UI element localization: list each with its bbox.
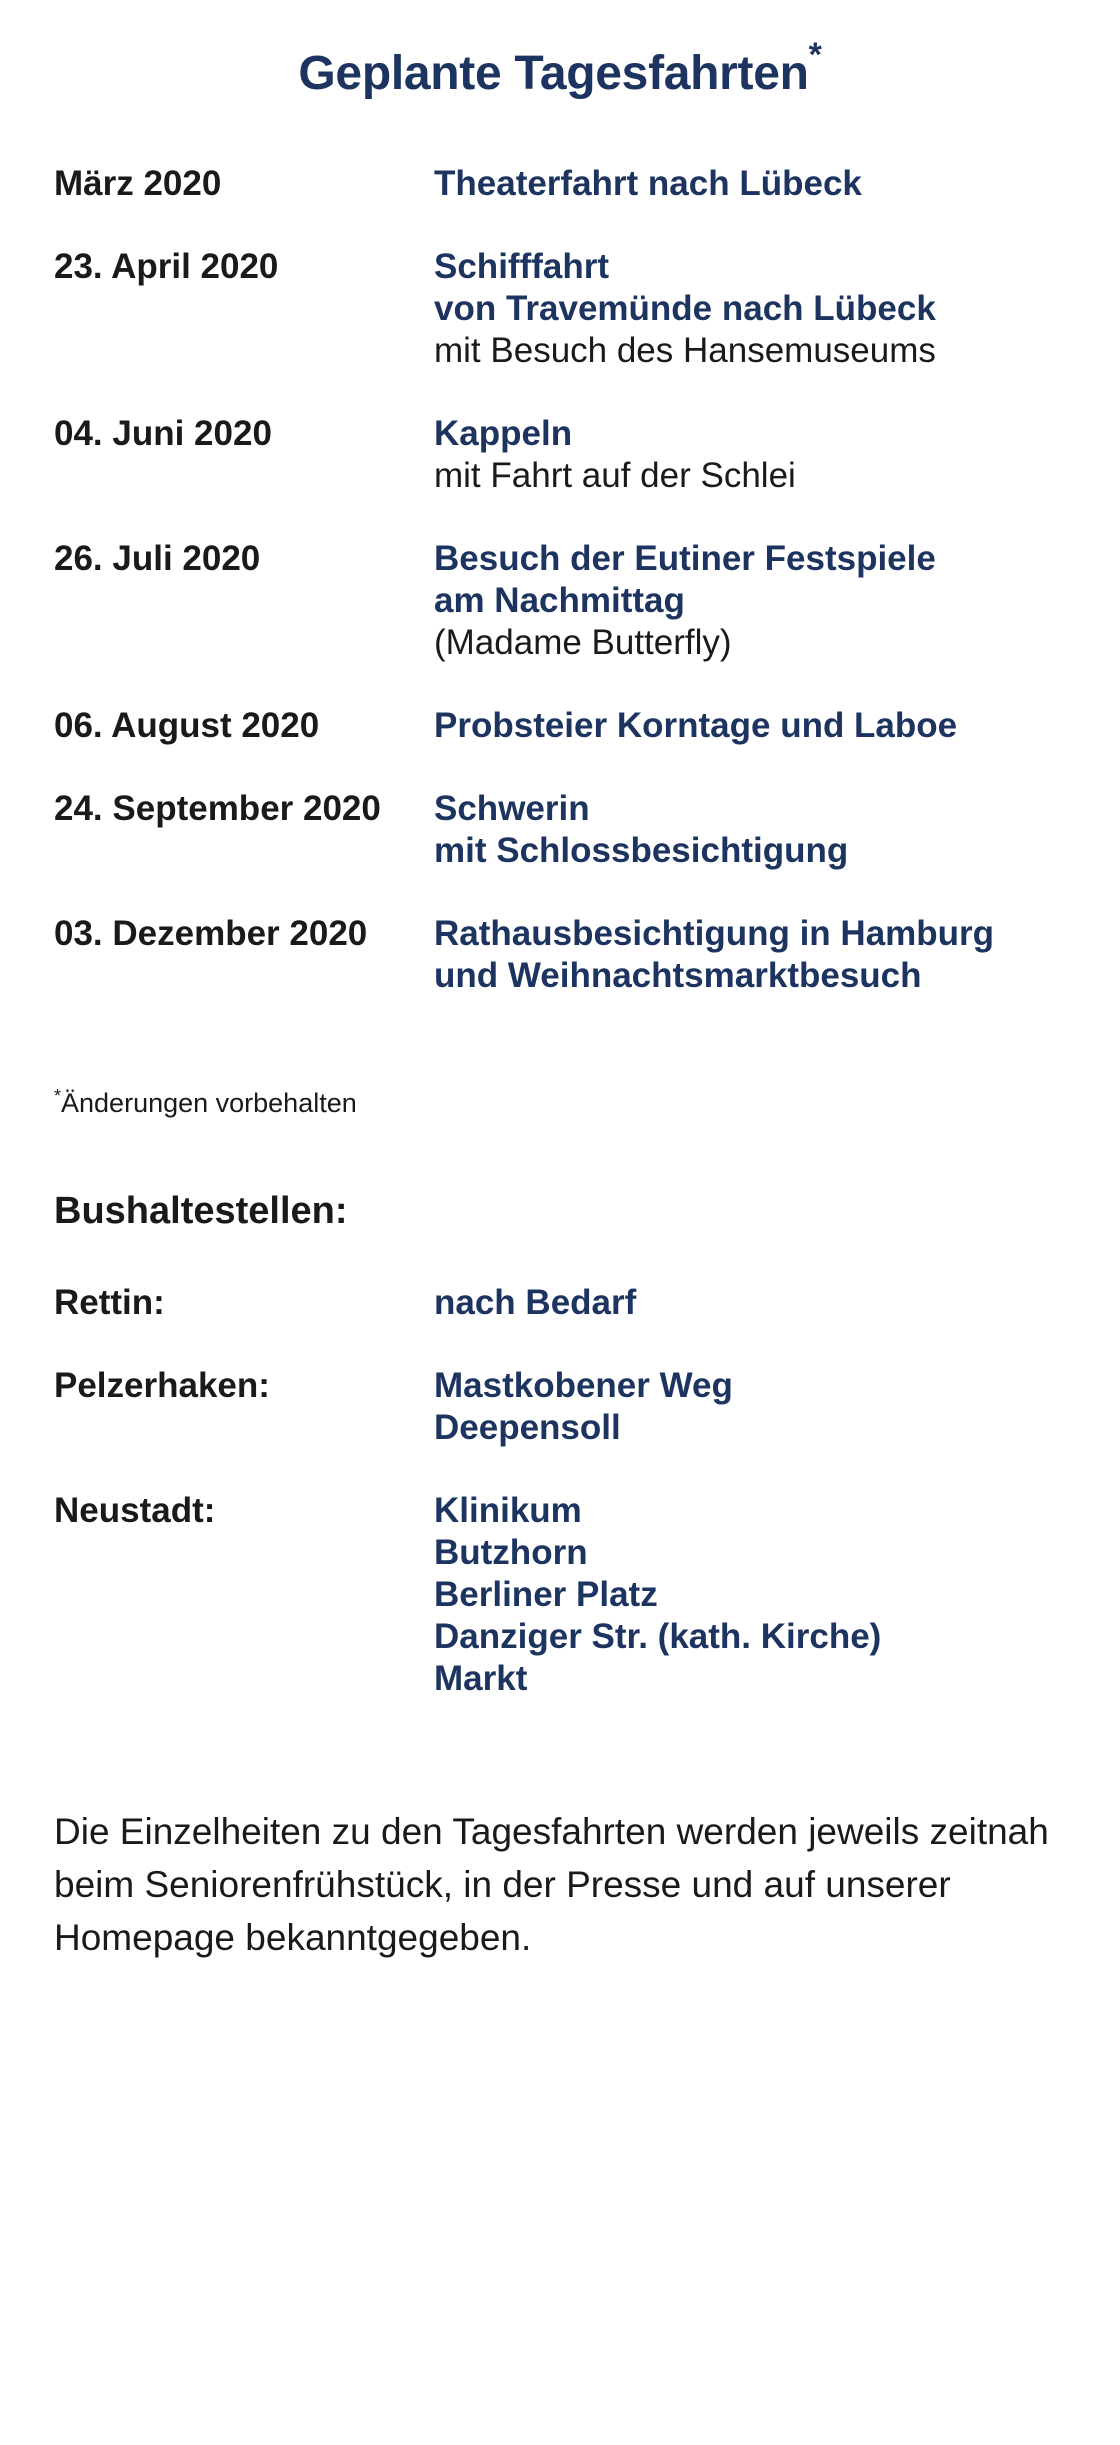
trip-date: 04. Juni 2020 (54, 414, 272, 453)
footnote-asterisk: * (54, 1086, 62, 1106)
bus-stop-place: Rettin: (54, 1283, 165, 1322)
bus-stop-location: Deepensoll (434, 1408, 621, 1447)
trip-description-line: Probsteier Korntage und Laboe (434, 706, 958, 745)
trip-description (434, 413, 1074, 497)
trip-date: 06. August 2020 (54, 706, 320, 745)
bus-stop-location: Klinikum (434, 1491, 582, 1530)
closing-paragraph: Die Einzelheiten zu den Tagesfahrten werden jeweils zeitnah beim Seniorenfrühstück, in der Presse und auf unserer Homepage bekanntgegeben. (54, 1811, 1049, 1958)
trip-description-line: Besuch der Eutiner Festspiele (434, 539, 936, 578)
trip-list (54, 163, 1074, 1038)
trip-date: 23. April 2020 (54, 247, 279, 286)
trip-description-line: am Nachmittag (434, 581, 685, 620)
trip-description (434, 913, 1074, 997)
title-asterisk: * (808, 36, 822, 74)
trip-description-line: Rathausbesichtigung in Hamburg (434, 914, 995, 953)
trip-row (54, 246, 1074, 372)
trip-description (434, 246, 1074, 372)
bus-stop-location: Butzhorn (434, 1533, 588, 1572)
trip-description-line: Theaterfahrt nach Lübeck (434, 164, 862, 203)
trip-date: März 2020 (54, 164, 222, 203)
bus-stop-locations (434, 1365, 1074, 1449)
trip-row (54, 413, 1074, 497)
trip-row (54, 163, 1074, 205)
trip-description-line: Schwerin (434, 789, 590, 828)
footnote (54, 1086, 357, 1119)
bus-stop-place: Neustadt: (54, 1491, 216, 1530)
bus-stop-location: nach Bedarf (434, 1283, 637, 1322)
trip-row (54, 705, 1074, 747)
trip-date: 24. September 2020 (54, 789, 381, 828)
trip-date: 26. Juli 2020 (54, 539, 261, 578)
trip-date: 03. Dezember 2020 (54, 914, 368, 953)
trip-row (54, 538, 1074, 664)
bus-stop-list (54, 1282, 1074, 1741)
trip-row (54, 788, 1074, 872)
trip-description-line: Kappeln (434, 414, 573, 453)
bus-stop-row (54, 1365, 1074, 1449)
trip-description-line: von Travemünde nach Lübeck (434, 289, 936, 328)
trip-description-line: mit Fahrt auf der Schlei (434, 456, 796, 495)
footnote-text: Änderungen vorbehalten (61, 1088, 357, 1118)
trip-description (434, 705, 1074, 747)
bus-stop-place: Pelzerhaken: (54, 1366, 270, 1405)
trip-description-line: Schifffahrt (434, 247, 609, 286)
trip-description (434, 163, 1074, 205)
bus-stop-row (54, 1490, 1074, 1700)
bus-stop-location: Berliner Platz (434, 1575, 658, 1614)
page-title (0, 36, 1120, 101)
bus-stop-locations (434, 1490, 1074, 1700)
trip-description (434, 788, 1074, 872)
trip-description (434, 538, 1074, 664)
trip-description-line: mit Schlossbesichtigung (434, 831, 849, 870)
bus-stop-location: Danziger Str. (kath. Kirche) (434, 1617, 882, 1656)
bus-stops-heading: Bushaltestellen: (54, 1190, 348, 1232)
bus-stop-location: Mastkobener Weg (434, 1366, 733, 1405)
trip-description-line: mit Besuch des Hansemuseums (434, 331, 936, 370)
bus-stop-locations (434, 1282, 1074, 1324)
trip-description-line: (Madame Butterfly) (434, 623, 732, 662)
trip-description-line: und Weihnachtsmarktbesuch (434, 956, 922, 995)
trip-row (54, 913, 1074, 997)
bus-stop-row (54, 1282, 1074, 1324)
bus-stop-location: Markt (434, 1659, 528, 1698)
page-title-text: Geplante Tagesfahrten (298, 47, 809, 100)
